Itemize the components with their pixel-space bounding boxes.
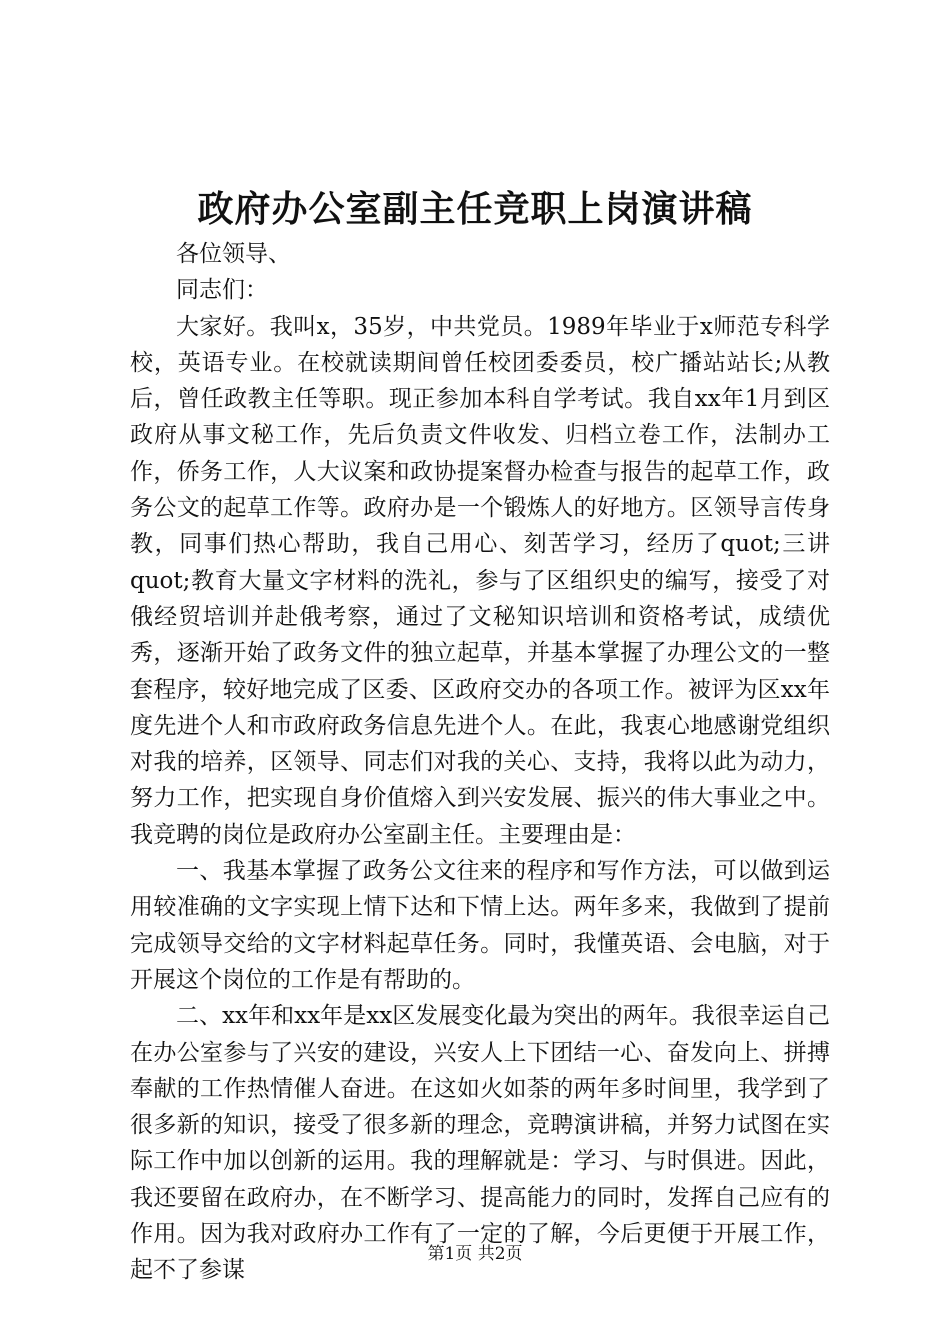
page-number-footer: 第1页 共2页 xyxy=(427,1244,523,1264)
paragraph-introduction: 大家好。我叫x，35岁，中共党员。1989年毕业于x师范专科学校，英语专业。在校就读期间曾任校团委委员，校广播站站长;从教后，曾任政教主任等职。现正参加本科自学考试。我自xx年1月到区政府从事文秘工作，先后负责文件收发、归档立卷工作，法制办工作，侨务工作，人大议案和政协提案督办检查与报告的起草工作，政务公文的起草工作等。政府办是一个锻炼人的好地方。区领导言传身教，同事们热心帮助，我自己用心、刻苦学习，经历了quot;三讲quot;教育大量文字材料的洗礼，参与了区组织史的编写，接受了对俄经贸培训并赴俄考察，通过了文秘知识培训和资格考试，成绩优秀，逐渐开始了政务文件的独立起草，并基本掌握了办理公文的一整套程序，较好地完成了区委、区政府交办的各项工作。被评为区xx年度先进个人和市政府政务信息先进个人。在此，我衷心地感谢党组织对我的培养，区领导、同志们对我的关心、支持，我将以此为动力，努力工作，把实现自身价值熔入到兴安发展、振兴的伟大事业之中。我竞聘的岗位是政府办公室副主任。主要理由是： xyxy=(130,313,830,848)
salutation-comrades: 同志们： xyxy=(176,277,268,304)
paragraph-reason-one: 一、我基本掌握了政务公文往来的程序和写作方法，可以做到运用较准确的文字实现上情下达和下情上达。两年多来，我做到了提前完成领导交给的文字材料起草任务。同时，我懂英语、会电脑，对于开展这个岗位的工作是有帮助的。 xyxy=(130,858,830,993)
salutation-leaders: 各位领导、 xyxy=(176,241,291,267)
document-body xyxy=(130,236,830,1289)
paragraph-reason-two: 二、xx年和xx年是xx区发展变化最为突出的两年。我很幸运自己在办公室参与了兴安的建设，兴安人上下团结一心、奋发向上、拼搏奉献的工作热情催人奋进。在这如火如荼的两年多时间里，我学到了很多新的知识，接受了很多新的理念，竞聘演讲稿，并努力试图在实际工作中加以创新的运用。我的理解就是：学习、与时俱进。因此，我还要留在政府办，在不断学习、提高能力的同时，发挥自己应有的作用。因为我对政府办工作有了一定的了解，今后更便于开展工作，起不了参谋 xyxy=(130,1003,830,1284)
document-title: 政府办公室副主任竞职上岗演讲稿 xyxy=(197,188,753,230)
